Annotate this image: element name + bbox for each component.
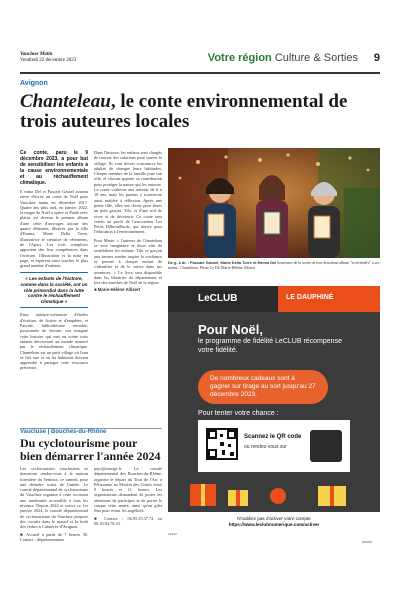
qr-hint: ou rendez-vous sur <box>244 444 287 450</box>
ad-cta: Pour tenter votre chance : <box>198 410 279 417</box>
page-header <box>20 52 380 72</box>
story2-body-1: Les cyclotouristes vauclusiens se donneront rendez-vous à la maison forestière du Ventoux, ce samedi, pour une dernière sortie de l'année. Le comité départemental de cyclotourisme du Vaucluse organise à cette occasion une randonnée accessible à tous les niveaux. Depuis 2022 et suivre ce 1er janvier 2024, le comité départemental de cyclotourisme du Vaucluse propose des circuits dans le massif et la forêt des cèdres à Cabrières-d'Avignon. <box>20 466 88 530</box>
leclub-advertisement[interactable] <box>168 286 380 512</box>
ad-brand-logo: LeCLUB <box>198 293 238 304</box>
ad-partner-logo: LE DAUPHINÉ <box>286 294 334 301</box>
qr-label: Scannez le QR code <box>244 434 302 440</box>
pull-quote: « Les enfants de l'histoire, comme dans la société, ont un rôle primordial dans la lutte contre le réchauffement climatique » <box>20 272 88 308</box>
ad-ref-left: LE123 <box>168 532 177 536</box>
story1-column-2 <box>94 150 162 420</box>
caption-rest: heureuses de la sortie de leur deuxième album "ecofriendly" à ses mains : Chanteleau. Photo Le DL/Marie-Hélène Allisert <box>168 261 380 270</box>
story1-body-4: Pour Marie, « l'univers de Chanteleau se veut imaginaire et doux afin de sensibiliser les enfants. Tilo ce garçon aux tresses rondes inspire la confiance et permet à chaque enfant de s'identifier et de le suivre dans ses aventures. » Le livre sera disponible dans les librairies du département et lors des marchés de Noël de la région. <box>94 237 162 286</box>
story2-headline: Du cyclotourisme pour bien démarrer l'année 2024 <box>20 436 161 463</box>
story1-signature: ■ Marie-Hélène Allisert <box>94 287 141 293</box>
headline-italic: Chanteleau <box>20 91 111 112</box>
authors-photo-illustration <box>168 148 380 258</box>
ad-title: Pour Noël, <box>198 322 264 337</box>
section-title <box>208 52 358 64</box>
ad-footer-url[interactable]: https://www.leclubnumerique.com/activer <box>228 522 320 527</box>
ad-subtitle: le programme de fidélité LeCLUB récompense votre fidélité. <box>198 338 342 354</box>
ad-gifts-illustration <box>168 472 380 512</box>
qr-code-icon[interactable] <box>206 428 238 460</box>
ad-footer-line: N'oubliez pas d'activer votre compte <box>237 516 311 521</box>
paper-name: Vaucluse Matin <box>20 52 53 57</box>
story2-column-2 <box>94 466 162 546</box>
phone-icon <box>310 430 342 462</box>
story2-body-2: pays@orange.fr. Le comité départemental des Bouches-du-Rhône, organise le départ du Tour de l'Arc à Pélissanne au Moulin des Costes entre 9 heures et 11 heures. Les organisateurs demandent de porter les attentions de participes et de porter le casque cette année, ainsi qu'un gilet fluo pour éviter les angélisés. <box>94 466 162 514</box>
ad-qr-panel[interactable] <box>198 420 350 472</box>
caption-bold: De g. à dr. : Pascale Gassel, Marie Della Torre et Emma Del <box>168 260 277 265</box>
headline-rest: , le conte environnemental de trois auteures locales <box>20 91 348 132</box>
story2-contact-1: ■ Accueil à partir de 7 heures 30. Contact : départementaux <box>20 531 88 542</box>
story1-kicker: Avignon <box>20 80 48 87</box>
ad-ref-right: 000000 <box>362 540 373 544</box>
section-main: Votre région <box>207 52 272 64</box>
photo-caption <box>168 261 380 271</box>
story1-lede: Ce conte, paru le 9 décembre 2023, a pour but de sensibiliser les enfants à la cause environnementale et au réchauffement climatique. <box>20 150 88 186</box>
story1-headline <box>20 92 380 132</box>
story2-kicker: Vaucluse | Bouches-du-Rhône <box>20 429 107 435</box>
story1-body-3: Dans l'histoire, les enfants sont chargés de trouver des solutions pour sauver le village. Ils vont devoir convaincre les adultes de changer leurs habitudes. Chaque membre de la famille joue son rôle, et chacun apporte sa contribution pour protéger la nature qui les entoure. Le conte s'adresse aux enfants de 6 à 10 ans, mais les parents y trouveront aussi matière à réflexion. Après une petite fille, elles ont choisi pour héros un petit garçon, Tilo, et d'une soif de vivre et de découvrir. Ce conte sera vendu au profit de l'association Les Petits Débrouillards, qui œuvre pour l'éducation à l'environnement. <box>94 150 162 235</box>
issue-date: Vendredi 22 décembre 2023 <box>20 58 77 63</box>
authors-photo <box>168 148 380 258</box>
ad-footer <box>168 516 380 528</box>
ad-banner <box>168 286 380 312</box>
qr-code-pattern <box>208 430 236 458</box>
story1-body-2: Ema, auteure-scénariste d'études d'écriture, de fiction et d'enquêtes, et Pascale, bibliothécaire retraitée, passionnée de lecture, ont imaginé cette histoire qui met en scène trois enfants découvrant un monde menacé par le réchauffement climatique. Chanteleau est un petit village où l'eau se fait rare et où les habitants doivent apprendre à partager cette ressource précieuse. <box>20 312 88 371</box>
page-number: 9 <box>373 52 380 64</box>
ad-prize-pill: De nombreux cadeaux sont à gagner sur tirage au sort jusqu'au 27 décembre 2023. <box>198 370 328 404</box>
story2-column-1 <box>20 466 88 546</box>
story1-column-1 <box>20 150 88 418</box>
story2-contact-2: ■ Contact : 06.95.35.37.74 ou 06.30.94.78.33. <box>94 515 162 526</box>
story1-body-1: E mma Del et Pascale Gassel avaient envie d'écrire un conte de Noël pour Vaucluse matin en décembre 2017. Quatre ans plus tard, en janvier 2022, la magie de Noël a opéré et Paule avec plaisir est devenu le premier album d'une série d'ouvrages autour des quatre éléments, illustrés par la fille d'Emma, Marie Della Torre, illustratrice et créatrice de vêtements, de l'Apaci. Les trois complices apportent des leur compétences dans l'écriture, l'illustration et la mise en page, et espèrent ainsi toucher le plus grand nombre d'enfants. <box>20 189 88 269</box>
masthead <box>20 52 76 64</box>
header-rule <box>20 72 380 74</box>
section-sub: Culture & Sorties <box>274 52 358 64</box>
